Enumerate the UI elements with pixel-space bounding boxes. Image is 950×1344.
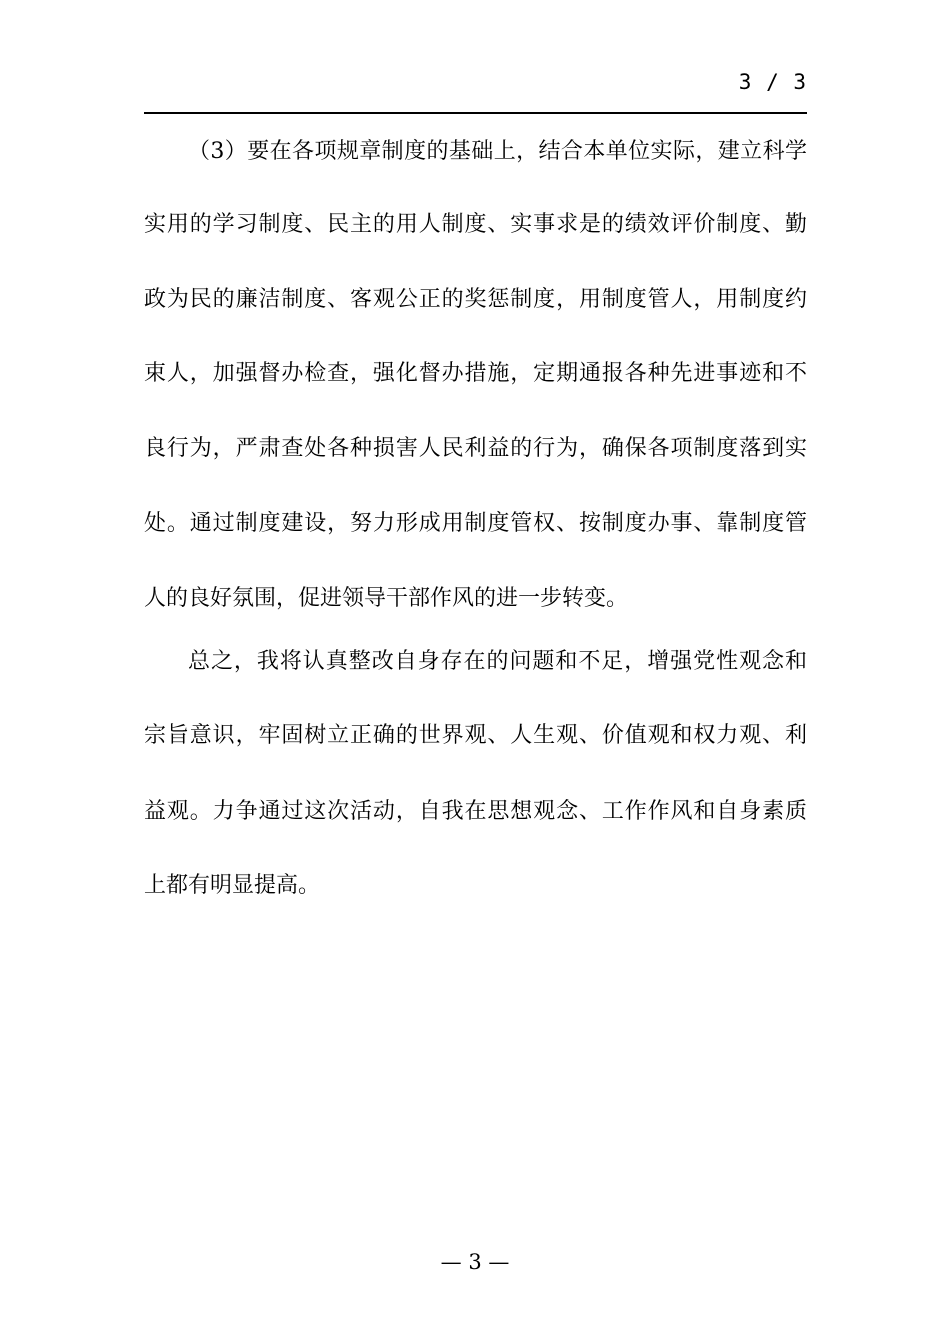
page-header [144, 68, 807, 114]
paragraph-2-line-2: 宗旨意识，牢固树立正确的世界观、人生观、价值观和权力观、利 [144, 723, 807, 748]
paragraph-2-line-4: 上都有明显提高。 [144, 873, 321, 898]
paragraph-1-line-7: 人的良好氛围，促进领导干部作风的进一步转变。 [144, 586, 629, 611]
page-counter: 3 / 3 [738, 70, 807, 94]
paragraph-1-line-3: 政为民的廉洁制度、客观公正的奖惩制度，用制度管人，用制度约 [144, 287, 807, 312]
paragraph-1-line-4: 束人，加强督办检查，强化督办措施，定期通报各种先进事迹和不 [144, 361, 807, 386]
paragraph-1-line-2: 实用的学习制度、民主的用人制度、实事求是的绩效评价制度、勤 [144, 212, 807, 237]
paragraph-2-line-1: 总之，我将认真整改自身存在的问题和不足，增强党性观念和 [188, 649, 807, 674]
paragraph-1-line-6: 处。通过制度建设，努力形成用制度管权、按制度办事、靠制度管 [144, 511, 807, 536]
paragraph-1-line-1: （3）要在各项规章制度的基础上，结合本单位实际，建立科学 [188, 139, 807, 164]
paragraph-1-line-5: 良行为，严肃查处各种损害人民利益的行为，确保各项制度落到实 [144, 436, 807, 461]
paragraph-2-line-3: 益观。力争通过这次活动，自我在思想观念、工作作风和自身素质 [144, 799, 807, 824]
page-number-footer: — 3 — [440, 1250, 510, 1274]
